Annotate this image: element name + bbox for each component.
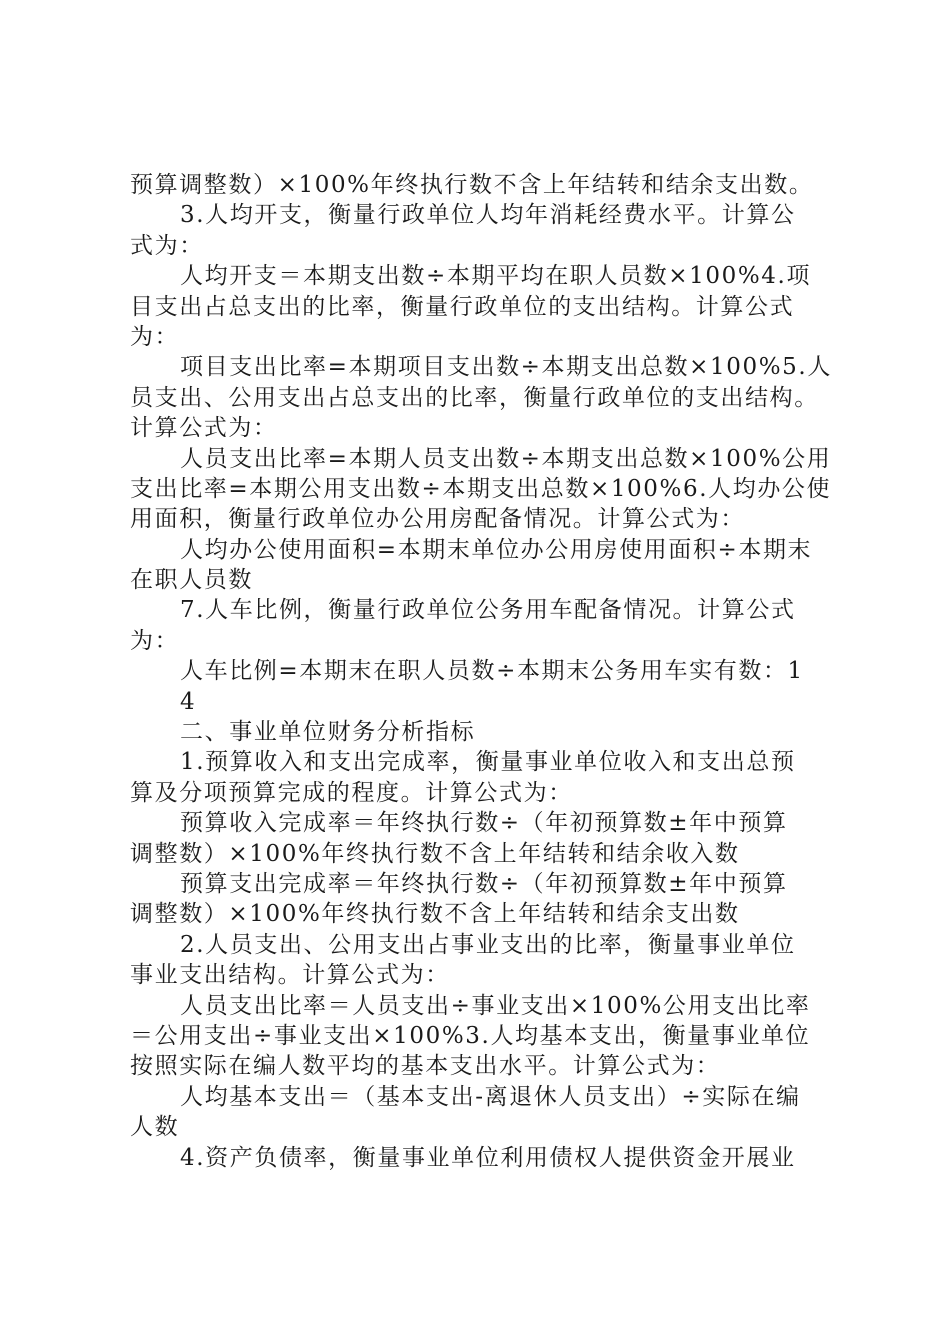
text-line: 调整数）×100%年终执行数不含上年结转和结余支出数 — [130, 901, 740, 928]
text-line: ＝公用支出÷事业支出×100%3.人均基本支出，衡量事业单位 — [130, 1022, 811, 1049]
text-line: 人均基本支出＝（基本支出-离退休人员支出）÷实际在编 — [180, 1083, 801, 1110]
text-line: 1.预算收入和支出完成率，衡量事业单位收入和支出总预 — [180, 749, 796, 776]
text-line: 调整数）×100%年终执行数不含上年结转和结余收入数 — [130, 840, 740, 867]
document-body — [130, 170, 835, 1173]
text-line: 人员支出比率=本期人员支出数÷本期支出总数×100%公用 — [180, 445, 832, 472]
text-line: 人均办公使用面积=本期末单位办公用房使用面积÷本期末 — [180, 536, 813, 563]
text-line: 4.资产负债率，衡量事业单位利用债权人提供资金开展业 — [180, 1144, 796, 1171]
text-line: 预算调整数）×100%年终执行数不含上年结转和结余支出数。 — [130, 172, 814, 198]
text-line: 计算公式为： — [130, 415, 278, 442]
text-line: 预算支出完成率＝年终执行数÷（年初预算数±年中预算 — [180, 870, 788, 897]
text-line: 2.人员支出、公用支出占事业支出的比率，衡量事业单位 — [180, 931, 796, 958]
text-line: 事业支出结构。计算公式为： — [130, 962, 450, 989]
text-line: 用面积，衡量行政单位办公用房配备情况。计算公式为： — [130, 506, 745, 533]
text-line: 按照实际在编人数平均的基本支出水平。计算公式为： — [130, 1053, 721, 1080]
text-line: 员支出、公用支出占总支出的比率，衡量行政单位的支出结构。 — [130, 384, 819, 411]
text-line: 人车比例=本期末在职人员数÷本期末公务用车实有数：1 — [180, 658, 804, 685]
text-line: 预算收入完成率＝年终执行数÷（年初预算数±年中预算 — [180, 810, 788, 837]
text-line: 人数 — [130, 1114, 180, 1141]
text-line: 算及分项预算完成的程度。计算公式为： — [130, 779, 573, 806]
text-line: 在职人员数 — [130, 567, 253, 594]
text-line: 项目支出比率=本期项目支出数÷本期支出总数×100%5.人 — [180, 354, 832, 381]
text-line: 7.人车比例，衡量行政单位公务用车配备情况。计算公式 — [180, 597, 796, 624]
section-heading: 二、事业单位财务分析指标 — [180, 719, 476, 746]
text-line: 式为： — [130, 232, 204, 259]
text-line: 为： — [130, 627, 180, 654]
text-line: 4 — [180, 688, 197, 715]
text-line: 人均开支＝本期支出数÷本期平均在职人员数×100%4.项 — [180, 263, 812, 290]
text-line: 目支出占总支出的比率，衡量行政单位的支出结构。计算公式 — [130, 293, 795, 320]
text-line: 为： — [130, 323, 180, 350]
text-line: 3.人均开支，衡量行政单位人均年消耗经费水平。计算公 — [180, 202, 796, 229]
text-line: 人员支出比率＝人员支出÷事业支出×100%公用支出比率 — [180, 992, 811, 1019]
text-line: 支出比率=本期公用支出数÷本期支出总数×100%6.人均办公使 — [130, 475, 832, 502]
